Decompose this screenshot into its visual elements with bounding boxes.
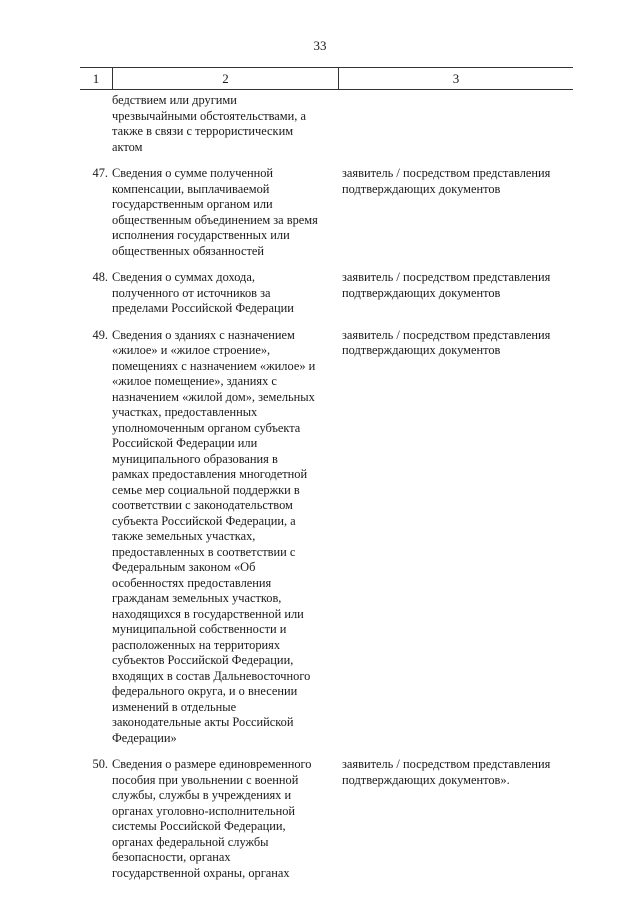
- header-col-3: 3: [452, 70, 460, 86]
- row-number: 48.: [92, 270, 108, 284]
- row-description: Сведения о сумме полученной компенсации, выплачиваемой государственным органом или общественным объединением за время исполнения государственных или общественных обязанностей: [112, 166, 318, 258]
- row-description: Сведения о зданиях с назначением «жилое» и «жилое строение», помещениях с назначением «жилое» и «жилое помещение», зданиях с назначением «жилой дом», земельных участках, предоставленных уполномоченным органом субъекта Российской Федерации или муниципального образования в рамках предоставления многодетной семье мер социальной поддержки в соответствии с законодательством субъекта Российской Федерации, а также земельных участках, предоставленных в соответствии с Федеральным законом «Об особенностях предоставления гражданам земельных участков, находящихся в государственной или муниципальной собственности и расположенных на территориях субъектов Российской Федерации, входящих в состав Дальневосточного федерального округа, и о внесении изменений в отдельные законодательные акты Российской Федерации»: [112, 327, 316, 745]
- table-row: [80, 757, 573, 881]
- row-description: бедствием или другими чрезвычайными обстоятельствами, а также в связи с террористическим актом: [112, 93, 306, 154]
- row-description: Сведения о суммах дохода, полученного от источников за пределами Российской Федерации: [112, 270, 294, 315]
- row-source: заявитель / посредством представления подтверждающих документов: [342, 327, 551, 357]
- table-row: [80, 166, 573, 259]
- row-number: 49.: [92, 327, 108, 342]
- row-source: [338, 93, 573, 155]
- row-description: Сведения о размере единовременного пособия при увольнении с военной службы, службы в учреждениях и органах уголовно-исполнительной системы Российской Федерации, органах федеральной службы безопасности, органах государственной охраны, органах: [112, 757, 312, 880]
- row-number: 50.: [92, 757, 108, 771]
- table-row: [80, 270, 573, 317]
- row-number: [80, 93, 112, 155]
- header-col-1: 1: [80, 68, 113, 89]
- row-source: заявитель / посредством представления подтверждающих документов: [342, 270, 551, 300]
- page-number: 33: [313, 38, 327, 53]
- table-body: [80, 93, 573, 892]
- row-number: 47.: [92, 166, 108, 180]
- table-row: [80, 93, 573, 155]
- header-col-2: 2: [113, 68, 339, 89]
- row-source: заявитель / посредством представления подтверждающих документов: [342, 166, 551, 196]
- table-header: [80, 67, 573, 90]
- table-row: [80, 328, 573, 747]
- row-source: заявитель / посредством представления подтверждающих документов».: [342, 757, 551, 787]
